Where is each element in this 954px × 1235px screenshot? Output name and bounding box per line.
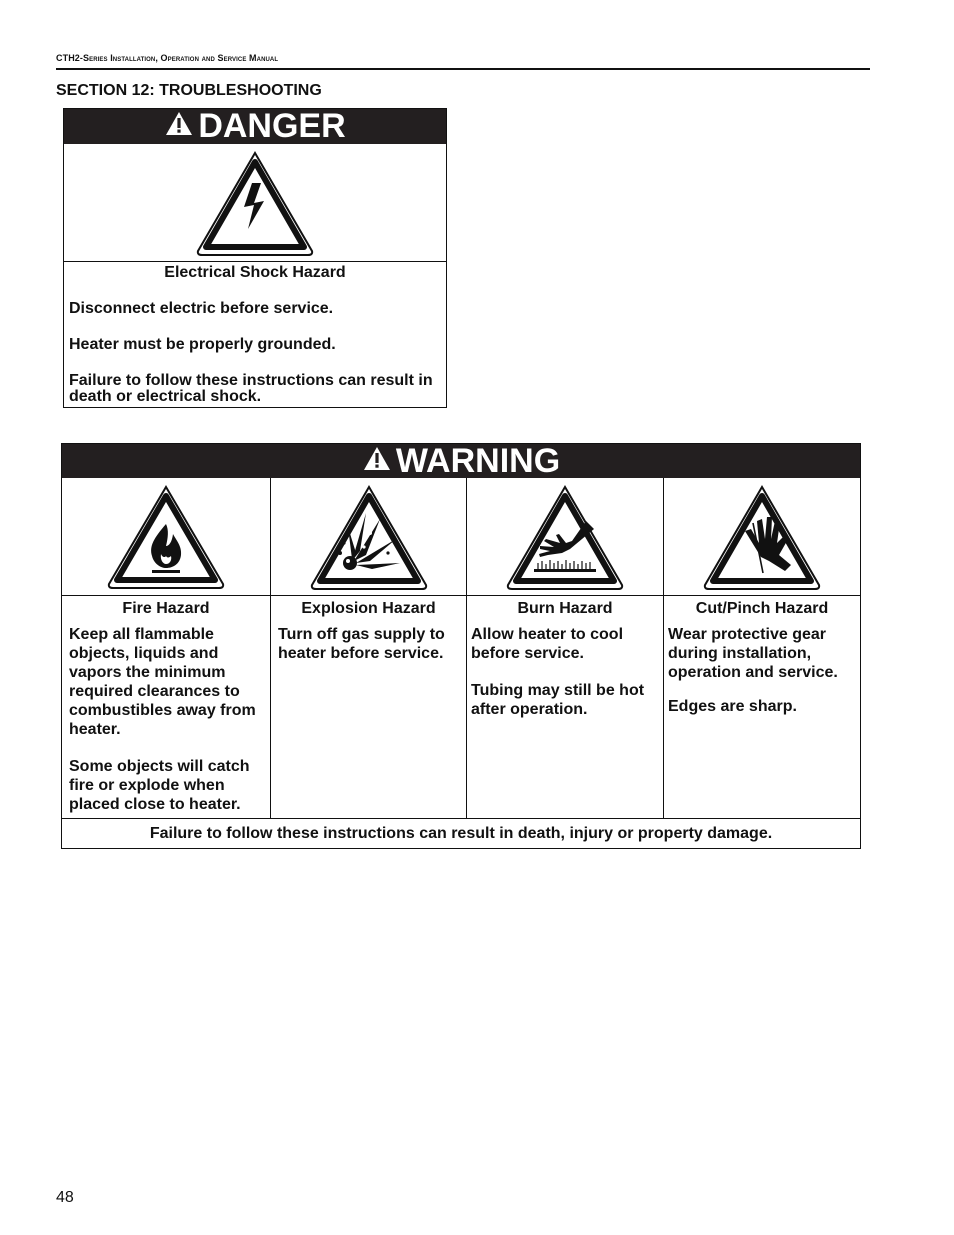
running-header — [56, 53, 870, 63]
alert-triangle-icon — [362, 442, 392, 481]
hazard-paragraph: Some objects will catch fire or explode when placed close to heater. — [69, 758, 250, 813]
section-title: SECTION 12: TROUBLESHOOTING — [56, 82, 322, 99]
hazard-title: Cut/Pinch Hazard — [695, 600, 829, 617]
hazard-paragraph: Turn off gas supply to heater before service. — [278, 626, 445, 662]
warning-signal-word: WARNING — [395, 441, 561, 480]
hazard-paragraph: Allow heater to cool before service. — [471, 626, 624, 662]
header-rule — [56, 68, 870, 70]
hazard-paragraph: Keep all flammable objects, liquids and vapors the minimum required clearances to combustibles away from heater. — [69, 626, 256, 738]
hazard-paragraph: Edges are sharp. — [668, 698, 797, 715]
warning-label — [61, 443, 861, 849]
hazard-paragraph: Wear protective gear during installation, operation and service. — [668, 626, 838, 681]
danger-signal-bar — [64, 109, 446, 144]
hazard-title: Explosion Hazard — [301, 600, 436, 617]
danger-message — [64, 265, 446, 405]
explosion-hazard-icon — [271, 478, 466, 596]
hazard-column-cut-pinch — [664, 478, 860, 818]
alert-triangle-icon — [164, 107, 194, 146]
page-number: 48 — [56, 1189, 74, 1206]
cut-pinch-hazard-icon — [664, 478, 860, 596]
running-header-prefix: CTH2- — [56, 53, 83, 63]
danger-line: Failure to follow these instructions can result in death or electrical shock. — [69, 372, 433, 405]
hazard-column-explosion — [271, 478, 467, 818]
danger-hazard-title: Electrical Shock Hazard — [164, 264, 346, 281]
burn-hazard-icon — [467, 478, 663, 596]
hazard-text — [62, 625, 270, 814]
danger-label — [63, 108, 447, 408]
hazard-text — [467, 625, 663, 719]
hazard-column-fire — [62, 478, 271, 818]
electric-shock-icon — [64, 144, 446, 262]
fire-hazard-icon — [62, 478, 270, 596]
hazard-paragraph: Tubing may still be hot after operation. — [471, 682, 645, 718]
hazard-title: Burn Hazard — [517, 600, 613, 617]
hazard-column-burn — [467, 478, 664, 818]
hazard-text — [664, 625, 860, 716]
warning-footer: Failure to follow these instructions can result in death, injury or property damage. — [62, 818, 860, 848]
danger-line: Disconnect electric before service. — [69, 300, 334, 317]
danger-signal-word: DANGER — [198, 107, 346, 145]
warning-hazard-grid — [62, 478, 860, 818]
running-header-title: Series Installation, Operation and Service Manual — [83, 53, 279, 63]
hazard-title: Fire Hazard — [122, 600, 210, 617]
danger-line: Heater must be properly grounded. — [69, 336, 336, 353]
hazard-text — [271, 625, 466, 663]
warning-signal-bar — [62, 441, 860, 480]
